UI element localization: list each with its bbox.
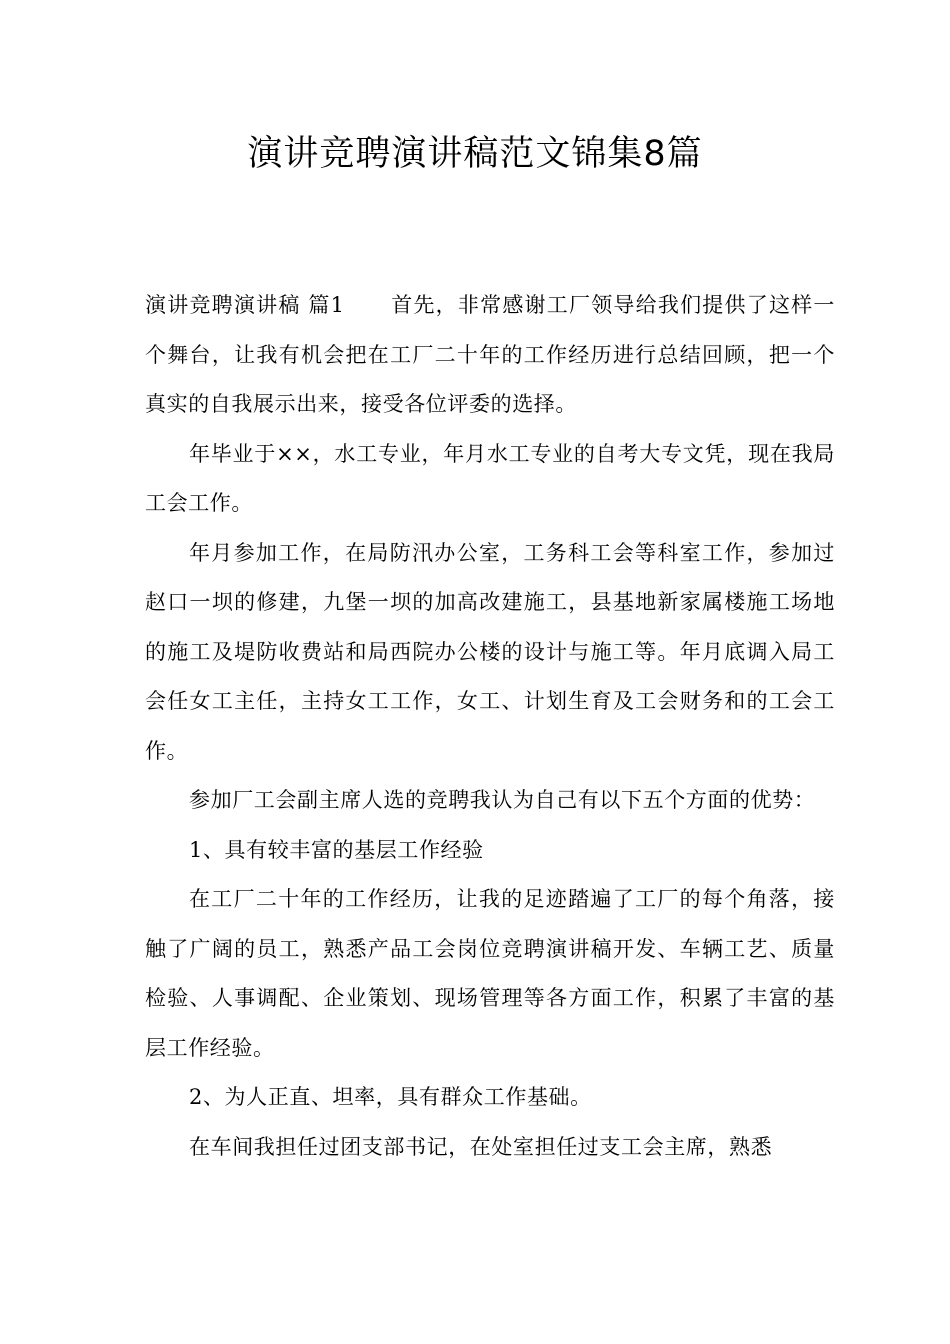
document-title: 演讲竞聘演讲稿范文锦集8篇	[247, 134, 703, 174]
paragraph-1-text: 首先，非常感谢工厂领导给我们提供了这样一个舞台，让我有机会把在工厂二十年的工作经历进行总结回顾，把一个真实的自我展示出来，接受各位评委的选择。	[145, 293, 835, 416]
paragraph-3: 年月参加工作，在局防汛办公室，工务科工会等科室工作，参加过赵口一坝的修建，九堡一坝的加高改建施工，县基地新家属楼施工场地的施工及堤防收费站和局西院办公楼的设计与施工等。年月底调入局工会任女工主任，主持女工工作，女工、计划生育及工会财务和的工会工作。	[145, 540, 835, 763]
paragraph-5: 在工厂二十年的工作经历，让我的足迹踏遍了工厂的每个角落，接触了广阔的员工，熟悉产品工会岗位竞聘演讲稿开发、车辆工艺、质量检验、人事调配、企业策划、现场管理等各方面工作，积累了丰富的基层工作经验。	[145, 887, 835, 1060]
list-heading-1: 1、具有较丰富的基层工作经验	[189, 837, 484, 862]
paragraph-4: 参加厂工会副主席人选的竞聘我认为自己有以下五个方面的优势：	[189, 788, 816, 812]
list-heading-2: 2、为人正直、坦率，具有群众工作基础。	[189, 1085, 592, 1109]
paragraph-6: 在车间我担任过团支部书记，在处室担任过支工会主席，熟悉	[189, 1134, 773, 1159]
paragraph-2: 年毕业于××，水工专业，年月水工专业的自考大专文凭，现在我局工会工作。	[145, 441, 835, 515]
paragraph-1	[145, 281, 835, 430]
section-label: 演讲竞聘演讲稿 篇1	[145, 293, 345, 317]
document-body	[145, 281, 835, 1172]
